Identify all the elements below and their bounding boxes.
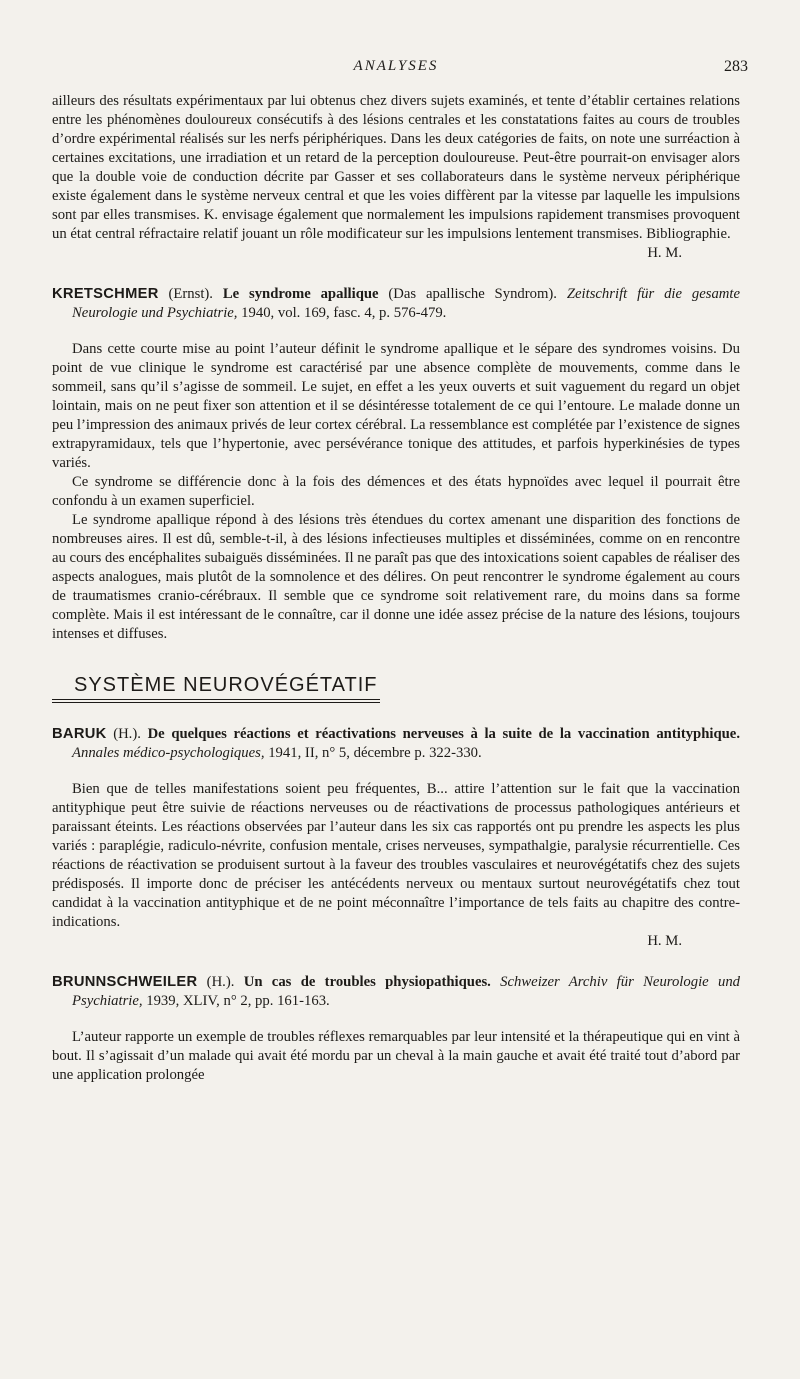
paragraph: Bien que de telles manifestations soient peu fréquentes, B... attire l’attention sur le fait que la vaccination antityphique peut être suivie de réactions nerveuses ou de réactivations de processus pathologiques antérieurs et paraissant éteints. Les réactions observées par l’auteur dans les six cas rapportés ont pu prendre les aspects les plus variés : paraplégie, radiculo-névrite, confusion mentale, crises nerveuses, sympathalgie, paralysie récurrentielle. Ces réactions de réactivation se produisent surtout à la faveur des troubles vasculaires et neurovégétatifs chez des sujets prédisposés. Il importe donc de préciser les antécédents nerveux ou mentaux surtout neurovégétatifs chez tout candidat à la vaccination antityphique et de ne point méconnaître l’importance de tels faits au chapitre des contre-indications. [52,781,740,930]
author-name: KRETSCHMER [52,286,159,302]
citation: 1941, II, n° 5, décembre p. 322-330. [268,745,482,761]
section-heading [52,674,740,703]
section-title: SYSTÈME NEUROVÉGÉTATIF [52,674,380,703]
document-page [52,58,748,1085]
paragraph: L’auteur rapporte un exemple de troubles réflexes remarquables par leur intensité et la thérapeutique qui en vint à bout. Il s’agissait d’un malade qui avait été mordu par un cheval à la main gauche et avait été traité tout d’abord par une application prolongée [52,1029,740,1083]
entry-heading-baruk [52,725,740,763]
entry-heading-kretschmer [52,285,740,323]
original-title: (Das apallische Syndrom). [388,286,557,302]
article-title: De quelques réactions et réactivations nerveuses à la suite de la vaccination antityphique. [147,726,740,742]
running-head [52,58,748,80]
entry-heading-brunnschweiler [52,973,740,1011]
signature: H. M. [647,245,682,261]
paragraph: Ce syndrome se différencie donc à la fois des démences et des états hypnoïdes avec lequel il pourrait être confondu à un examen superficiel. [52,474,740,509]
article-title: Le syndrome apallique [222,286,379,302]
paragraph: Dans cette courte mise au point l’auteur définit le syndrome apallique et le sépare des syndromes voisins. Du point de vue clinique le syndrome est caractérisé par une absence complète de mouvements, comme dans le sommeil, sans qu’il s’agisse de sommeil. Le sujet, en effet a les yeux ouverts et suit vaguement du regard un objet lointain, mais on ne peut fixer son attention et il se désintéresse totalement de ce qui l’entoure. Le malade donne un peu l’impression des animaux privés de leur cortex cérébral. La ressemblance est complétée par l’existence de signes extrapyramidaux, tels que l’hypertonie, avec persévérance tonique des attitudes, et parfois hyperkinésies de types variés. [52,341,740,471]
author-firstname: (H.). [113,726,141,742]
journal-name: Annales médico-psychologiques, [72,745,265,761]
citation: 1940, vol. 169, fasc. 4, p. 576-479. [241,305,447,321]
journal-name: Zeitschrift für die gesamte Neurologie und Psychiatrie, [72,286,740,321]
paragraph: Le syndrome apallique répond à des lésions très étendues du cortex amenant une disparition des fonctions de nombreuses aires. Il est dû, semble-t-il, à des lésions infectieuses multiples et disséminées, comme on en rencontre au cours des encéphalites subaiguës disséminées. Il ne paraît pas que des intoxications soient capables de réaliser des aspects analogues, mais plutôt de la somnolence et des délires. On peut rencontrer le syndrome également au cours de traumatismes cranio-cérébraux. Il semble que ce syndrome soit relativement rare, du moins dans sa forme complète. Mais il est intéressant de le connaître, car il donne une idée assez précise de la nature des lésions, toujours intenses et diffuses. [52,512,740,642]
author-firstname: (Ernst). [168,286,213,302]
author-firstname: (H.). [206,974,235,990]
citation: 1939, XLIV, n° 2, pp. 161-163. [146,993,330,1009]
author-name: BARUK [52,726,107,742]
journal-name: Schweizer Archiv für Neurologie und Psychiatrie, [72,974,741,1009]
author-name: BRUNNSCHWEILER [52,974,198,990]
page-number: 283 [724,58,748,75]
continuation-paragraph: ailleurs des résultats expérimentaux par lui obtenus chez divers sujets examinés, et tente d’établir certaines relations entre les phénomènes douloureux consécutifs à des lésions centrales et les constatations faites au cours de troubles d’ordre expérimental réalisés sur les nerfs périphériques. Dans les deux catégories de faits, on note une surréaction à certaines excitations, une irradiation et un retard de la perception douloureuse. Peut-être pourrait-on envisager alors que la double voie de conduction décrite par Gasser et ses collaborateurs dans le système nerveux périphérique existe également dans le système nerveux central et que les voies diffèrent par la vitesse par laquelle les impulsions sont par elles transmises. K. envisage également que normalement les impulsions rapidement transmises provoquent un état central réfractaire relatif jouant un rôle modificateur sur les impulsions lentement transmises. Bibliographie. [52,93,740,242]
running-title: ANALYSES [353,58,439,74]
article-title: Un cas de troubles physiopathiques. [243,974,491,990]
signature: H. M. [647,933,682,949]
